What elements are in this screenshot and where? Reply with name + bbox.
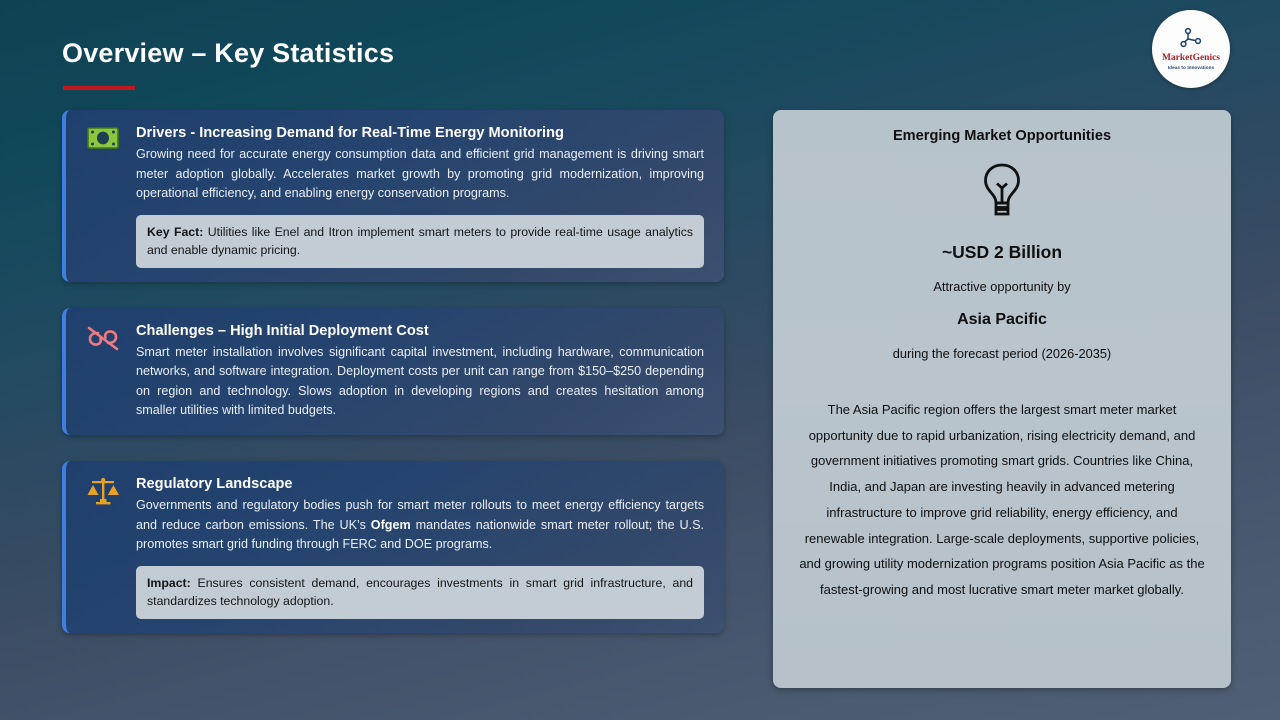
panel-title: Emerging Market Opportunities (892, 128, 1112, 144)
money-banknote-icon (84, 124, 122, 162)
key-fact-box (136, 215, 704, 268)
logo-brand-name: MarketGenics (1161, 53, 1221, 63)
market-region: Asia Pacific (957, 311, 1047, 328)
card-challenges (62, 308, 724, 435)
card-body (136, 322, 704, 421)
impact-text: Ensures consistent demand, encourages investments in smart grid infrastructure, and standardizes technology adoption. (147, 575, 693, 609)
title-underline-rule (63, 86, 135, 90)
card-regulatory (62, 461, 724, 633)
card-text: Growing need for accurate energy consumption data and efficient grid management is driving smart meter adoption globally. Accelerates market growth by promoting grid modernization, improving operational efficiency, and enabling energy conservation programs. (136, 147, 704, 201)
card-text: Smart meter installation involves significant capital investment, including hardware, communication networks, and software integration. Deployment costs per unit can range from $150–$250 depending on region and technology. Slows adoption in developing regions and creates hesitation among smaller utilities with limited budgets. (136, 344, 704, 418)
card-title: Regulatory Landscape (136, 475, 293, 492)
card-text-part2: mandates nationwide smart meter rollout; the U.S. promotes smart grid funding through FERC and DOE programs. (136, 517, 704, 552)
card-text-emphasis: Ofgem (370, 517, 411, 532)
network-nodes-icon (1180, 28, 1202, 53)
cards-column (62, 110, 724, 633)
emerging-market-panel (773, 110, 1231, 688)
key-fact-text: Utilities like Enel and Itron implement smart meters to provide real-time usage analytics and enable dynamic pricing. (147, 224, 693, 258)
key-fact-label: Key Fact: (147, 224, 204, 239)
broken-link-icon (84, 322, 122, 360)
market-value: ~USD 2 Billion (941, 242, 1063, 262)
card-body (136, 124, 704, 268)
logo-tagline: Ideas to Innovations (1167, 65, 1215, 70)
page-title: Overview – Key Statistics (62, 38, 395, 68)
card-title: Drivers - Increasing Demand for Real-Time Energy Monitoring (136, 125, 564, 141)
balance-scales-icon (84, 475, 122, 513)
market-subtitle: Attractive opportunity by (933, 279, 1071, 294)
card-body (136, 475, 704, 619)
market-period: during the forecast period (2026-2035) (892, 346, 1112, 361)
card-text-part1: Governments and regulatory bodies push for smart meter rollouts to meet energy efficiency targets and reduce carbon emissions. The UK’s (136, 498, 704, 532)
impact-label: Impact: (147, 575, 191, 590)
impact-box (136, 566, 704, 619)
card-title: Challenges – High Initial Deployment Cost (136, 322, 429, 339)
card-text (136, 496, 704, 555)
lightbulb-icon (791, 162, 1213, 218)
panel-paragraph: The Asia Pacific region offers the largest smart meter market opportunity due to rapid urbanization, rising electricity demand, and government initiatives promoting smart grids. Countries like China, India, and Japan are investing heavily in advanced metering infrastructure to improve grid reliability, energy efficiency, and renewable integration. Large-scale deployments, supportive policies, and growing utility modernization programs position Asia Pacific as the fastest-growing and most lucrative smart meter market globally. (799, 402, 1205, 598)
brand-logo (1152, 10, 1230, 88)
card-drivers (62, 110, 724, 282)
